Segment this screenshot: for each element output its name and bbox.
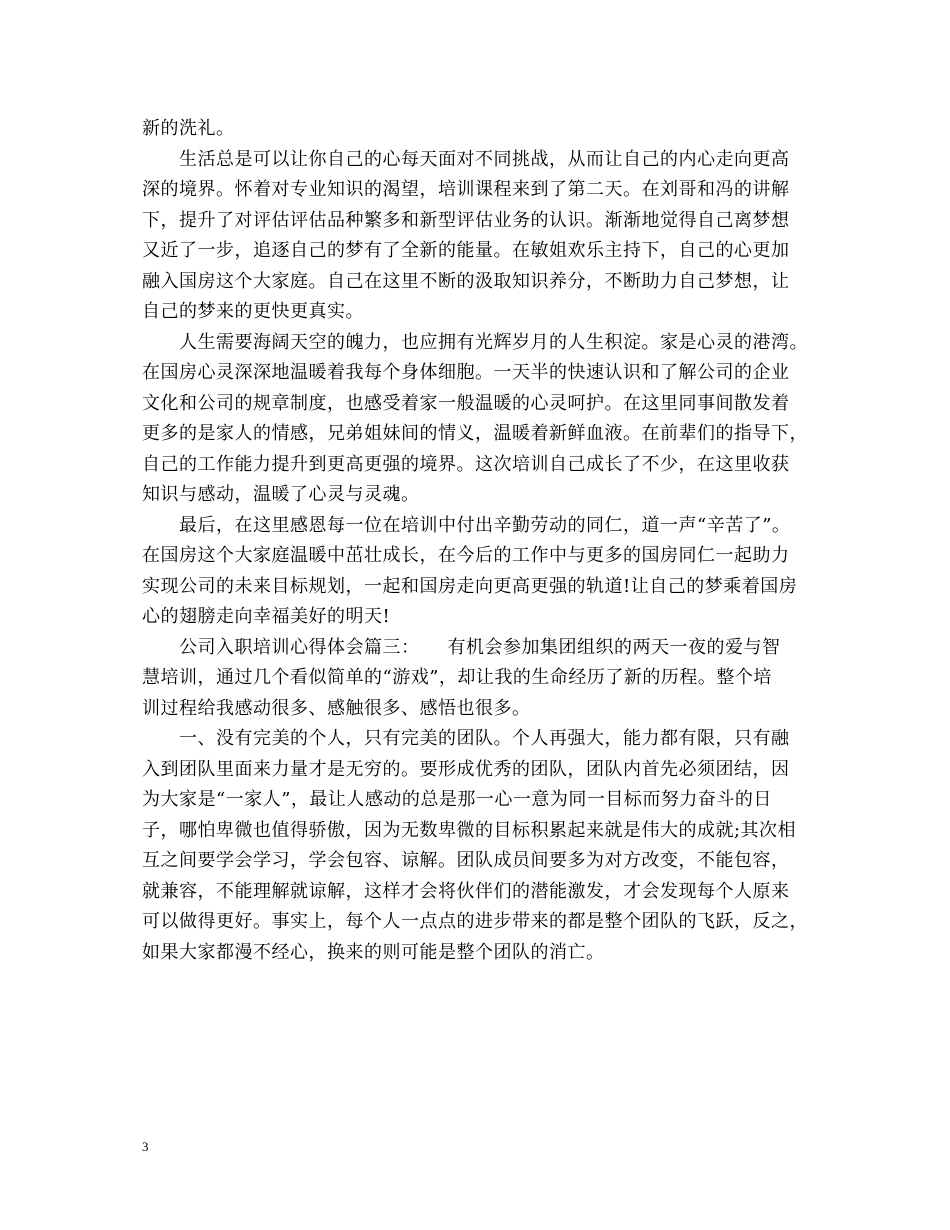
text-line: 子，哪怕卑微也值得骄傲，因为无数卑微的目标积累起来就是伟大的成就;其次相	[142, 819, 797, 841]
text-line: 融入国房这个大家庭。自己在这里不断的汲取知识养分，不断助力自己梦想，让	[142, 270, 790, 292]
text-line: 下，提升了对评估评估品种繁多和新型评估业务的认识。渐渐地觉得自己离梦想	[142, 209, 790, 231]
document-body	[142, 114, 822, 968]
text-line: 互之间要学会学习，学会包容、谅解。团队成员间要多为对方改变，不能包容，	[142, 850, 790, 871]
text-line: 就兼容，不能理解就谅解，这样才会将伙伴们的潜能激发，才会发现每个人原来	[142, 880, 790, 902]
text-line: 更多的是家人的情感，兄弟姐妹间的情义，温暖着新鲜血液。在前辈们的指导下，	[142, 423, 808, 444]
text-line: 训过程给我感动很多、感触很多、感悟也很多。	[142, 697, 531, 719]
text-line: 知识与感动，温暖了心灵与灵魂。	[142, 484, 420, 505]
text-line: 入到团队里面来力量才是无穷的。要形成优秀的团队，团队内首先必须团结，因	[142, 758, 790, 780]
text-line: 文化和公司的规章制度，也感受着家一般温暖的心灵呵护。在这里同事间散发着	[142, 392, 790, 414]
text-line: 人生需要海阔天空的魄力，也应拥有光辉岁月的人生积淀。家是心灵的港湾。	[142, 331, 808, 353]
text-line: 实现公司的未来目标规划，一起和国房走向更高更强的轨道!让自己的梦乘着国房	[142, 575, 798, 597]
text-line: 生活总是可以让你自己的心每天面对不同挑战，从而让自己的内心走向更高	[142, 148, 790, 170]
text-line: 最后，在这里感恩每一位在培训中付出辛勤劳动的同仁，道一声“辛苦了”。	[142, 514, 791, 536]
text-line: 新的洗礼。	[142, 118, 235, 139]
text-line: 在国房心灵深深地温暖着我每个身体细胞。一天半的快速认识和了解公司的企业	[142, 362, 790, 383]
text-line: 可以做得更好。事实上，每个人一点点的进步带来的都是整个团队的飞跃，反之，	[142, 911, 808, 932]
text-line: 深的境界。怀着对专业知识的渴望，培训课程来到了第二天。在刘哥和冯的讲解	[142, 179, 790, 200]
page-number: 3	[142, 1139, 149, 1154]
text-line: 慧培训，通过几个看似简单的“游戏”，却让我的生命经历了新的历程。整个培	[142, 667, 772, 688]
text-line: 为大家是“一家人”，最让人感动的总是那一心一意为同一目标而努力奋斗的日	[142, 789, 772, 810]
text-line: 在国房这个大家庭温暖中茁壮成长，在今后的工作中与更多的国房同仁一起助力	[142, 545, 790, 566]
text-line: 心的翅膀走向幸福美好的明天!	[142, 606, 391, 627]
text-line: 一、没有完美的个人，只有完美的团队。个人再强大，能力都有限，只有融	[142, 728, 790, 749]
text-line: 自己的梦来的更快更真实。	[142, 301, 364, 322]
text-line: 自己的工作能力提升到更高更强的境界。这次培训自己成长了不少，在这里收获	[142, 453, 790, 475]
text-line: 如果大家都漫不经心，换来的则可能是整个团队的消亡。	[142, 941, 605, 963]
text-line: 公司入职培训心得体会篇三： 有机会参加集团组织的两天一夜的爱与智	[142, 636, 781, 658]
text-line: 又近了一步，追逐自己的梦有了全新的能量。在敏姐欢乐主持下，自己的心更加	[142, 240, 790, 261]
